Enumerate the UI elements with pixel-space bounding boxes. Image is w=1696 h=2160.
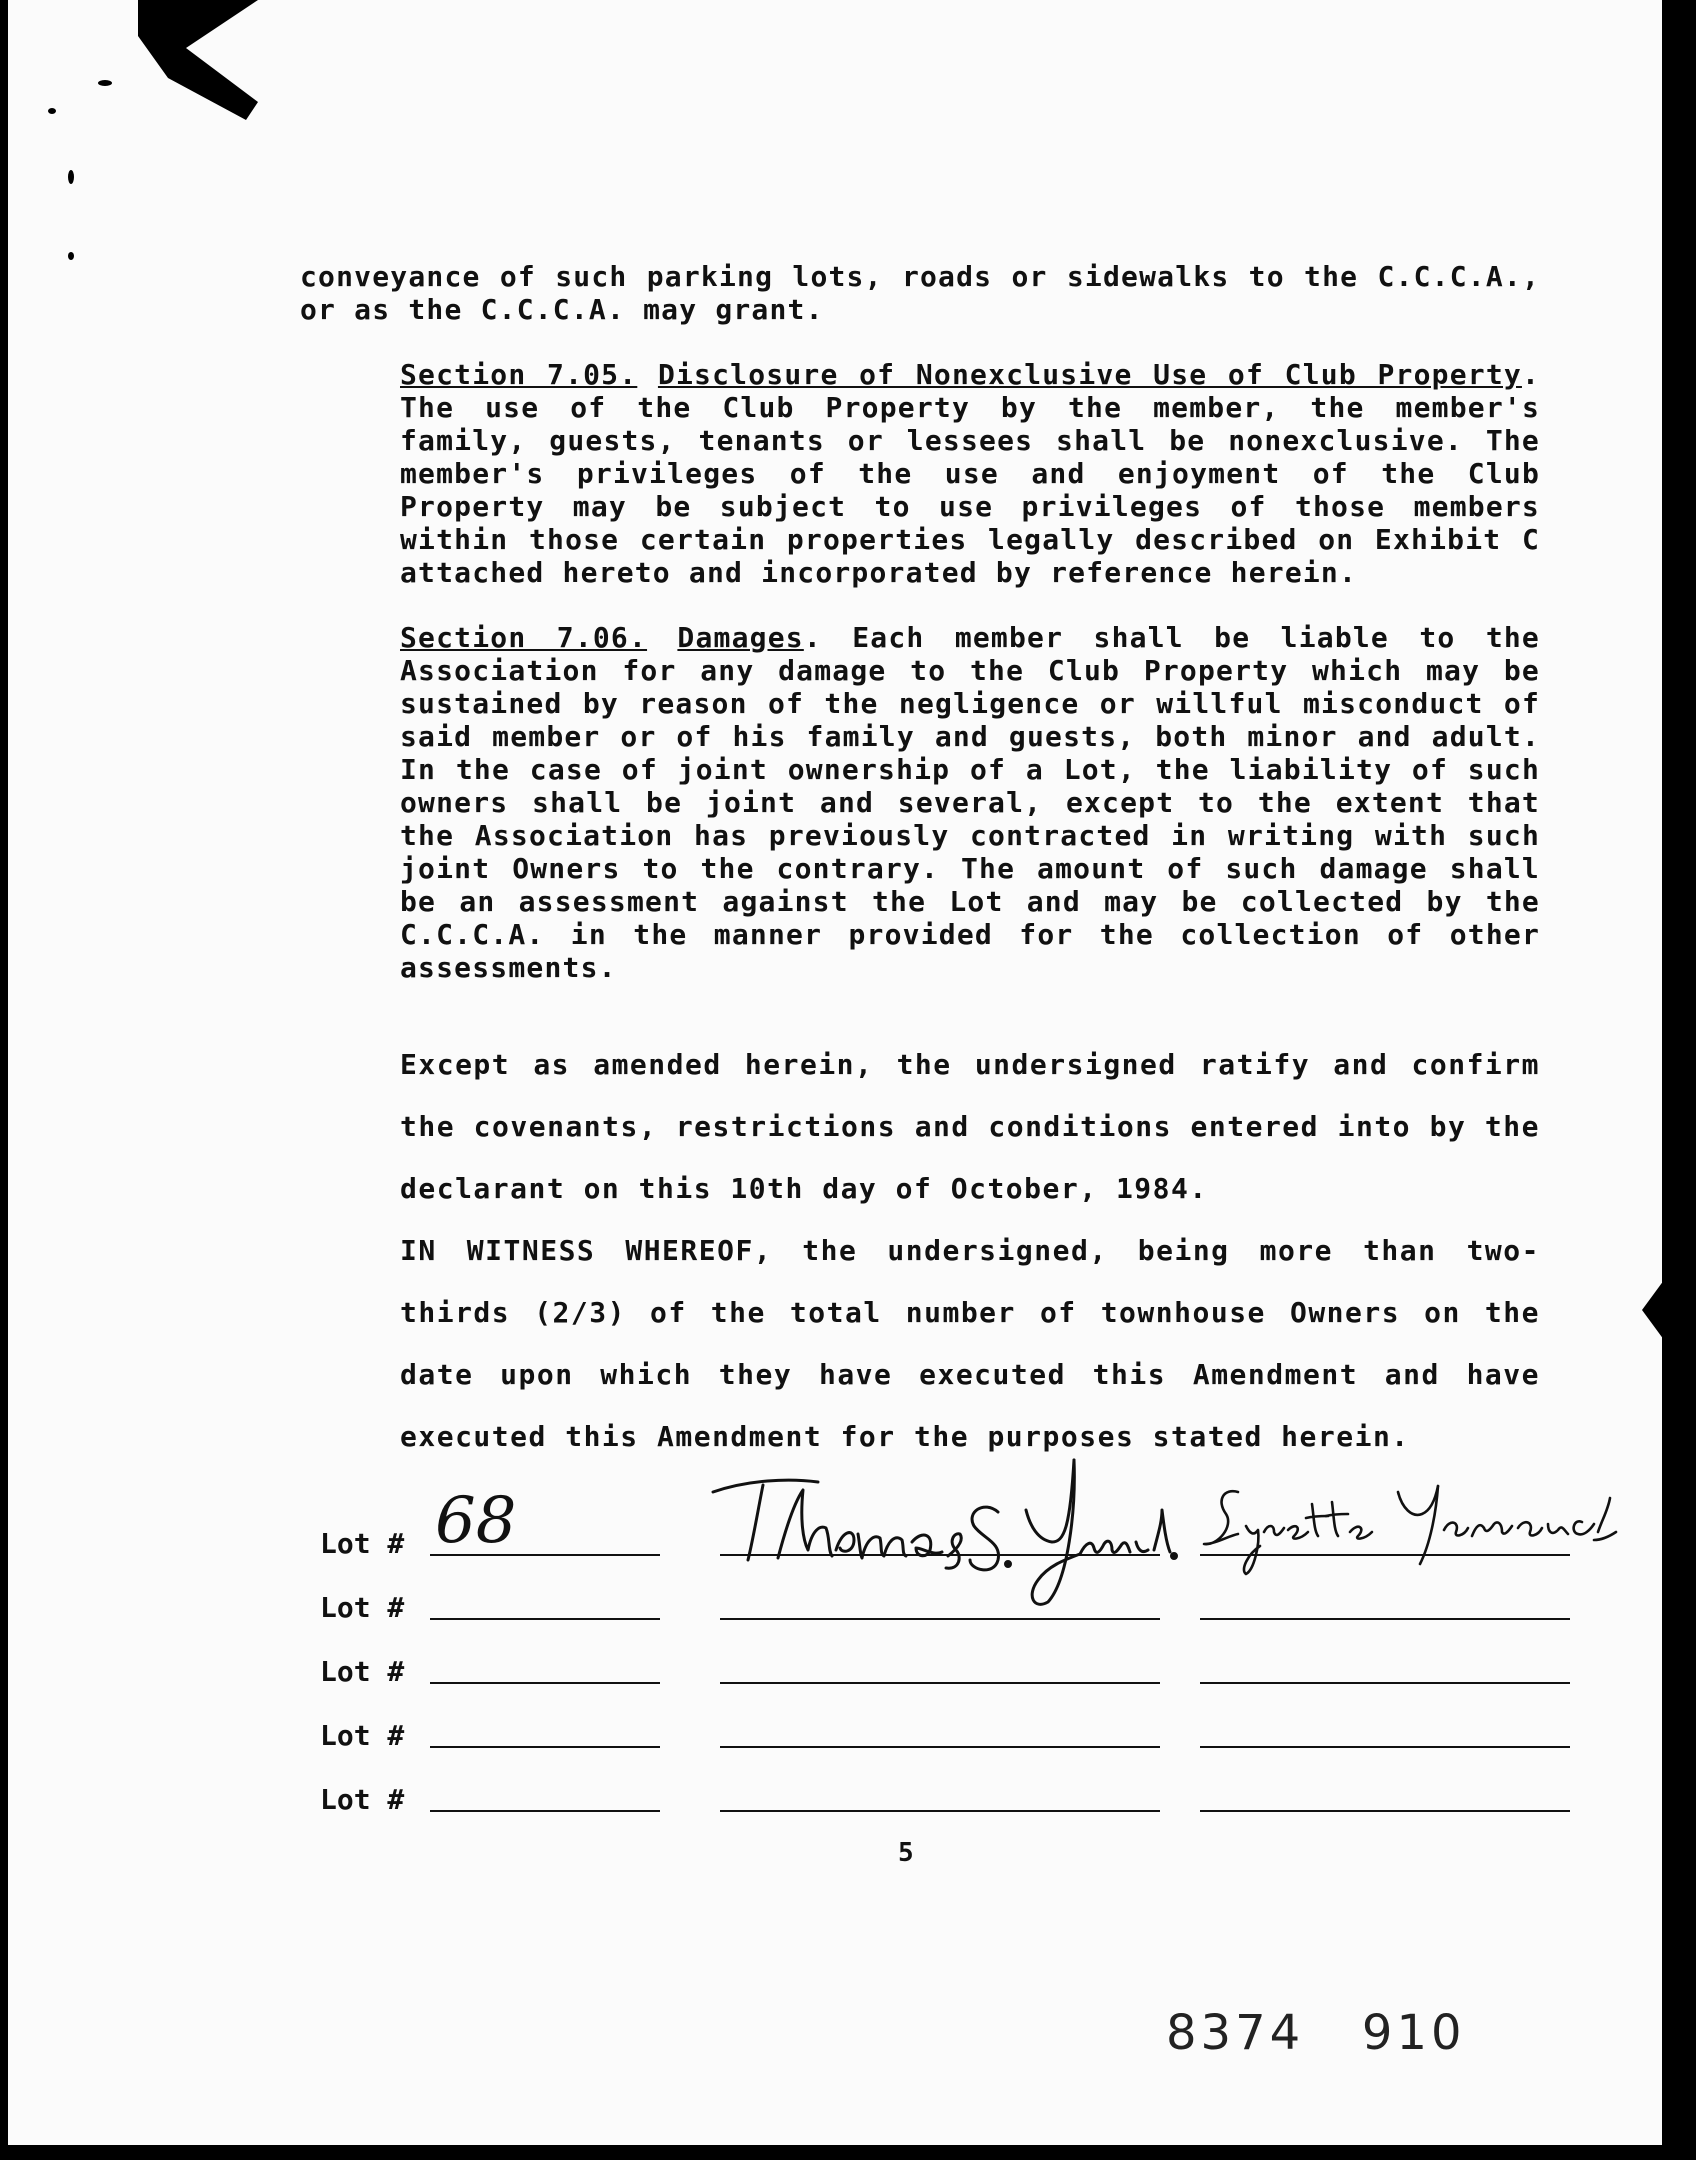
section-body: Each member shall be liable to the Association for any damage to the Club Property which may be sustained by reason of the negligence or willful misconduct of said member or of his family and guests, both minor and adult. In the case of joint ownership of a Lot, the liability of such owners shall be joint and several, except to the extent that the Association has previously contracted in writing with such joint Owners to the contrary. The amount of such damage shall be an assessment against the Lot and may be collected by the C.C.C.A. in the manner provided for the collection of other assessments. <box>400 621 1540 984</box>
section-body: The use of the Club Property by the member, the member's family, guests, tenants or lessees shall be nonexclusive. The member's privileges of the use and enjoyment of the Club Property may be subject to use privileges of those members within those certain properties legally described on Exhibit C attached hereto and incorporated by reference herein. <box>400 391 1540 589</box>
lot-label: Lot # <box>320 1719 405 1752</box>
signature-line-1 <box>720 1746 1160 1748</box>
signature-line-1 <box>720 1810 1160 1812</box>
lot-label: Lot # <box>320 1655 405 1688</box>
signature-line-1 <box>720 1554 1160 1556</box>
lot-row <box>320 1648 1570 1688</box>
lot-row <box>320 1584 1570 1624</box>
lot-label: Lot # <box>320 1591 405 1624</box>
scan-speck <box>68 170 74 184</box>
scan-artifact <box>138 0 258 120</box>
lot-line <box>430 1746 660 1748</box>
page-number: 5 <box>898 1838 914 1868</box>
document-number: 8374 910 <box>1166 2005 1466 2061</box>
section-title: Disclosure of Nonexclusive Use of Club Property <box>657 358 1522 391</box>
opening-paragraph: conveyance of such parking lots, roads or sidewalks to the C.C.C.A., or as the C.C.C.A. may grant. <box>300 260 1540 326</box>
document-page <box>8 0 1662 2145</box>
signature-line-2 <box>1200 1554 1570 1556</box>
witness-paragraph: IN WITNESS WHEREOF, the undersigned, being more than two-thirds (2/3) of the total number of townhouse Owners on the date upon which they have executed this Amendment and have executed this Amendment for the purposes stated herein. <box>400 1234 1540 1453</box>
lot-label: Lot # <box>320 1527 405 1560</box>
section-heading: Section 7.06. <box>400 621 648 654</box>
lot-row <box>320 1712 1570 1752</box>
scan-artifact <box>1642 1280 1662 1340</box>
scan-speck <box>48 108 56 114</box>
lot-row <box>320 1776 1570 1816</box>
lot-line <box>430 1618 660 1620</box>
signature-line-2 <box>1200 1682 1570 1684</box>
signature-line-2 <box>1200 1810 1570 1812</box>
ratify-paragraph: Except as amended herein, the undersigned ratify and confirm the covenants, restrictions and conditions entered into by the declarant on this 10th day of October, 1984. <box>400 1048 1540 1205</box>
lot-number: 68 <box>435 1484 517 1558</box>
lot-line <box>430 1682 660 1684</box>
section-title: Damages <box>677 621 804 654</box>
lot-row <box>320 1484 1570 1560</box>
scan-speck <box>98 80 112 86</box>
signature-line-2 <box>1200 1618 1570 1620</box>
signature-line-1 <box>720 1682 1160 1684</box>
scan-speck <box>68 252 74 260</box>
section-heading: Section 7.05. <box>400 358 638 391</box>
signature-line-1 <box>720 1618 1160 1620</box>
lot-label: Lot # <box>320 1783 405 1816</box>
signature-line-2 <box>1200 1746 1570 1748</box>
section-7-06: Section 7.06. Damages. Each member shall be liable to the Association for any damage to the Club Property which may be sustained by reason of the negligence or willful misconduct of said member or of his family and guests, both minor and adult. In the case of joint ownership of a Lot, the liability of such owners shall be joint and several, except to the extent that the Association has previously contracted in writing with such joint Owners to the contrary. The amount of such damage shall be an assessment against the Lot and may be collected by the C.C.C.A. in the manner provided for the collection of other assessments. <box>400 621 1540 984</box>
section-7-05: Section 7.05. Disclosure of Nonexclusive Use of Club Property. The use of the Club Property by the member, the member's family, guests, tenants or lessees shall be nonexclusive. The member's privileges of the use and enjoyment of the Club Property may be subject to use privileges of those members within those certain properties legally described on Exhibit C attached hereto and incorporated by reference herein. <box>400 358 1541 589</box>
lot-line <box>430 1810 660 1812</box>
document-body <box>300 260 1540 1468</box>
